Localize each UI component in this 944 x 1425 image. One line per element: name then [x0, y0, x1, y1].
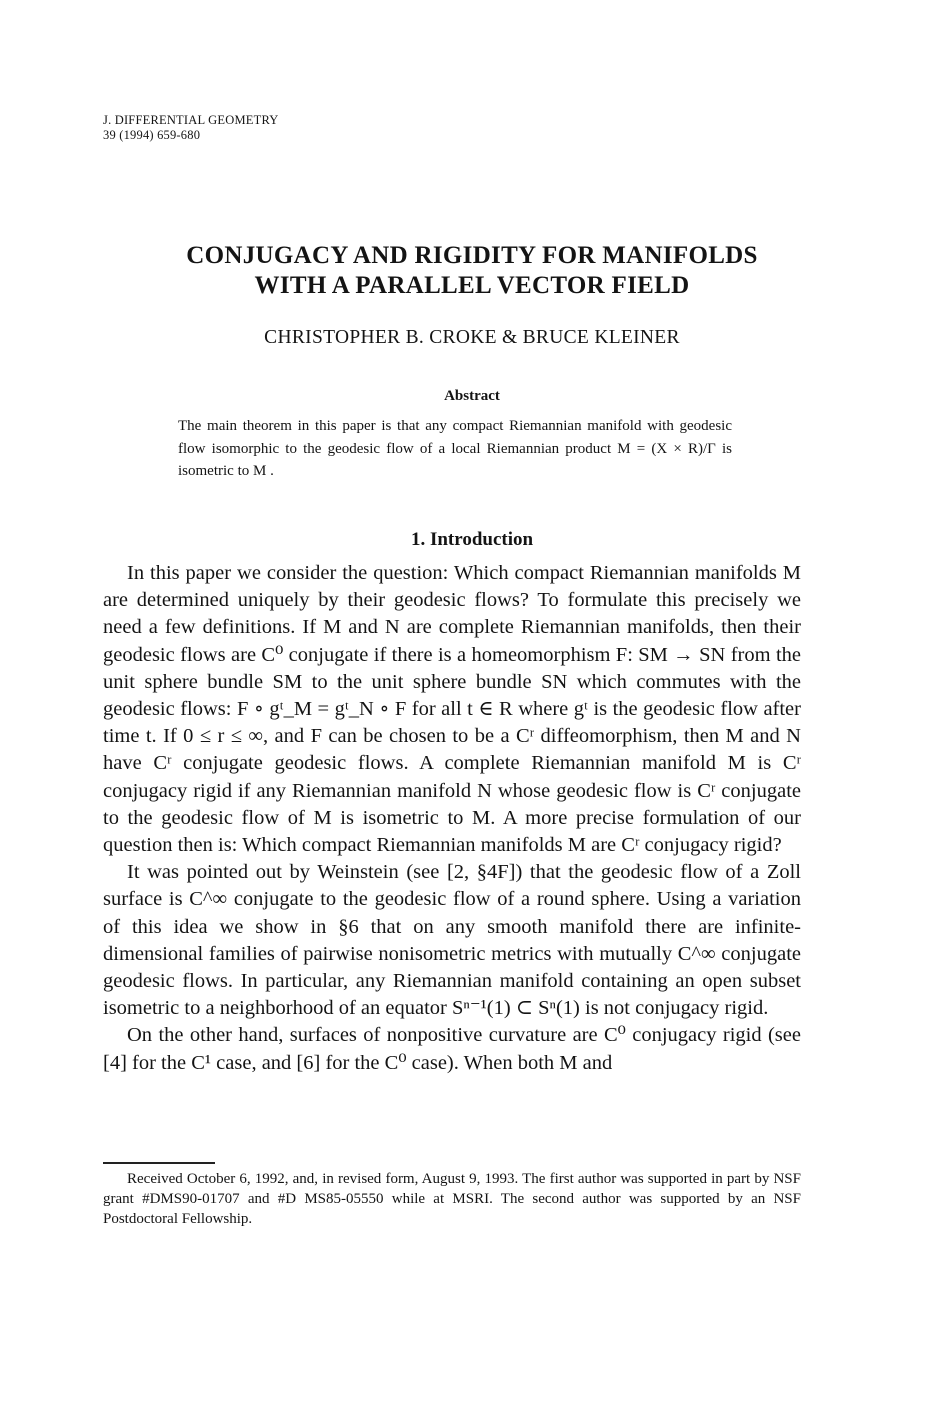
body-paragraph: On the other hand, surfaces of nonpositive curvature are C⁰ conjugacy rigid (see [4] for the C¹ case, and [6] for the C⁰ case). When both M and	[103, 1024, 801, 1074]
body-paragraph: It was pointed out by Weinstein (see [2, §4F]) that the geodesic flow of a Zoll surface is C^∞ conjugate to the geodesic flow of a round sphere. Using a variation of this idea we show in §6 that on any smooth manifold there are infinite-dimensional families of pairwise nonisometric metrics with mutually C^∞ conjugate geodesic flows. In particular, any Riemannian manifold containing an open subset isometric to a neighborhood of an equator Sⁿ⁻¹(1) ⊂ Sⁿ(1) is not conjugacy rigid.	[103, 861, 801, 1020]
journal-name: J. DIFFERENTIAL GEOMETRY	[103, 113, 279, 127]
section-body	[103, 560, 801, 1077]
journal-volume-pages: 39 (1994) 659-680	[103, 128, 201, 142]
body-paragraph: In this paper we consider the question: Which compact Riemannian manifolds M are determined uniquely by their geodesic flows? To formulate this precisely we need a few definitions. If M and N are complete Riemannian manifolds, then their geodesic flows are C⁰ conjugate if there is a homeomorphism F: SM → SN from the unit sphere bundle SM to the unit sphere bundle SN which commutes with the geodesic flows: F ∘ gᵗ_M = gᵗ_N ∘ F for all t ∈ R where gᵗ is the geodesic flow after time t. If 0 ≤ r ≤ ∞, and F can be chosen to be a Cʳ diffeomorphism, then M and N have Cʳ conjugate geodesic flows. A complete Riemannian manifold M is Cʳ conjugacy rigid if any Riemannian manifold N whose geodesic flow is Cʳ conjugate to the geodesic flow of M is isometric to M. A more precise formulation of our question then is: Which compact Riemannian manifolds M are Cʳ conjugacy rigid?	[103, 562, 801, 857]
title-line-2: WITH A PARALLEL VECTOR FIELD	[254, 272, 690, 299]
footnote-text: Received October 6, 1992, and, in revised form, August 9, 1993. The first author was supported in part by NSF grant #DMS90-01707 and #D MS85-05550 while at MSRI. The second author was supported by an NSF Postdoctoral Fellowship.	[103, 1171, 801, 1227]
footnote	[103, 1169, 801, 1229]
journal-header	[103, 113, 279, 143]
abstract-heading: Abstract	[444, 388, 500, 404]
title-line-1: CONJUGACY AND RIGIDITY FOR MANIFOLDS	[186, 242, 758, 269]
section-heading: 1. Introduction	[410, 529, 534, 550]
abstract-text: The main theorem in this paper is that any compact Riemannian manifold with geodesic flow isomorphic to the geodesic flow of a local Riemannian product M = (X × R)/Γ is isometric to M .	[178, 418, 732, 479]
footnote-rule	[103, 1162, 215, 1164]
paper-title	[60, 241, 884, 301]
paper-authors: CHRISTOPHER B. CROKE & BRUCE KLEINER	[264, 327, 680, 348]
